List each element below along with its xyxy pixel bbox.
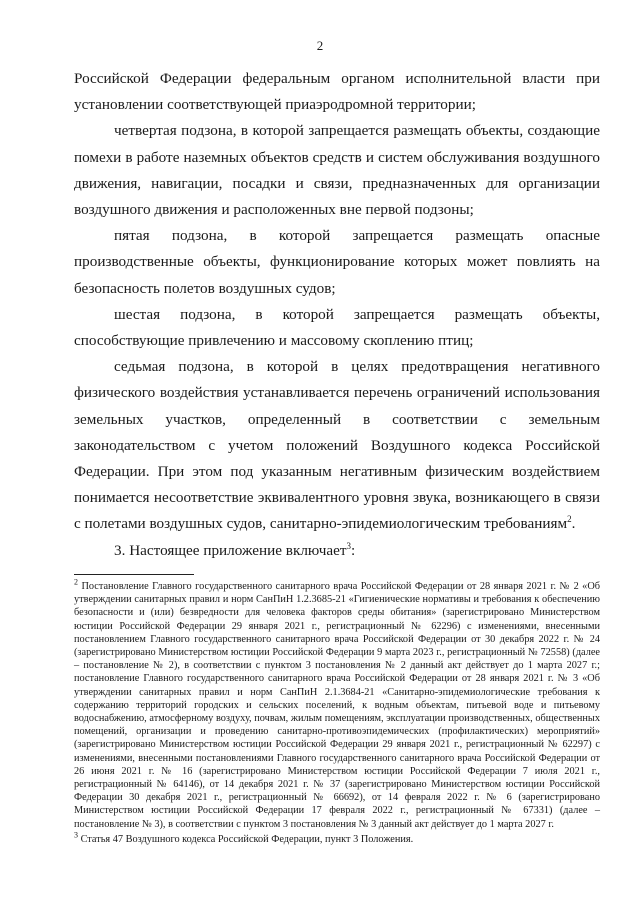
paragraph-text: 3. Настоящее приложение включает bbox=[114, 541, 347, 559]
paragraph bbox=[74, 118, 600, 223]
footnote-text: Статья 47 Воздушного кодекса Российской Федерации, пункт 3 Положения. bbox=[80, 833, 414, 845]
paragraph-text: Российской Федерации федеральным органом исполнительной власти при установлении соответствующей приаэродромной территории; bbox=[74, 70, 600, 114]
paragraph-text: седьмая подзона, в которой в целях предотвращения негативного физического воздействия устанавливается перечень ограничений использования земельных участков, определенный в соответствии с земельным законодательством с учетом положений Воздушного кодекса Российской Федерации. При этом под указанным негативным физическим воздействием понимается несоответствие эквивалентного уровня звука, возникающего в связи с полетами воздушных судов, санитарно-эпидемиологическим требованиям bbox=[74, 358, 600, 533]
paragraph bbox=[74, 354, 600, 537]
footnote-mark: 3 bbox=[74, 830, 78, 840]
page-number: 2 bbox=[316, 38, 324, 53]
footnote-separator bbox=[74, 574, 194, 575]
footnote bbox=[74, 830, 600, 846]
footnotes bbox=[74, 577, 600, 846]
paragraph-text: шестая подзона, в которой запрещается размещать объекты, способствующие привлечению и массовому скоплению птиц; bbox=[74, 305, 600, 350]
paragraph bbox=[74, 66, 600, 118]
footnote bbox=[74, 577, 600, 831]
footnote-mark: 2 bbox=[74, 577, 78, 587]
paragraph bbox=[74, 223, 600, 302]
footnote-text: Постановление Главного государственного санитарного врача Российской Федерации от 28 января 2021 г. № 2 «Об утверждении санитарных правил и норм СанПиН 1.2.3685-21 «Гигиенические нормативы и требования к обеспечению безопасности и (или) безвредности для человека факторов среды обитания» (зарегистрировано Министерством юстиции Российской Федерации 29 января 2021 г., регистрационный № 62296) с изменениями, внесенными постановлением Главного государственного санитарного врача Российской Федерации от 30 декабря 2022 г. № 24 (зарегистрировано Министерством юстиции Российской Федерации 9 марта 2023 г., регистрационный № 72558) (далее – постановление № 2), в соответствии с пунктом 3 постановления № 2 данный акт действует до 1 марта 2027 г.; постановление Главного государственного санитарного врача Российской Федерации от 28 января 2021 г. № 3 «Об утверждении санитарных правил и норм СанПиН 2.1.3684-21 «Санитарно-эпидемиологические требования к содержанию территорий городских и сельских поселений, к водным объектам, питьевой воде и питьевому водоснабжению, атмосферному воздуху, почвам, жилым помещениям, эксплуатации производственных, общественных помещений, организации и проведению санитарно-противоэпидемических (профилактических) мероприятий» (зарегистрировано Министерством юстиции Российской Федерации 29 января 2021 г., регистрационный № 62297) с изменениями, внесенными постановлениями Главного государственного санитарного врача Российской Федерации от 26 июня 2021 г. № 16 (зарегистрировано Министерством юстиции Российской Федерации 7 июля 2021 г., регистрационный № 64146), от 14 декабря 2021 г. № 37 (зарегистрировано Министерством юстиции Российской Федерации 30 декабря 2021 г., регистрационный № 66692), от 14 февраля 2022 г. № 6 (зарегистрировано Министерством юстиции Российской Федерации 17 февраля 2022 г., регистрационный № 67331) (далее – постановление № 3), в соответствии с пунктом 3 постановления № 3 данный акт действует до 1 марта 2027 г. bbox=[74, 581, 600, 830]
footnote-ref-2[interactable]: 2 bbox=[567, 514, 572, 525]
paragraph-tail: : bbox=[350, 541, 356, 559]
paragraph-tail: . bbox=[571, 515, 576, 533]
paragraph bbox=[74, 302, 600, 354]
paragraph-text: пятая подзона, в которой запрещается размещать опасные производственные объекты, функционирование которых может повлиять на безопасность полетов воздушных судов; bbox=[74, 227, 600, 297]
paragraph bbox=[74, 538, 600, 564]
paragraph-text: четвертая подзона, в которой запрещается размещать объекты, создающие помехи в работе наземных объектов средств и систем обслуживания воздушного движения, навигации, посадки и связи, предназначенных для организации воздушного движения и расположенных вне первой подзоны; bbox=[74, 122, 600, 219]
main-text bbox=[74, 66, 600, 564]
footnote-ref-3[interactable]: 3 bbox=[346, 540, 351, 551]
